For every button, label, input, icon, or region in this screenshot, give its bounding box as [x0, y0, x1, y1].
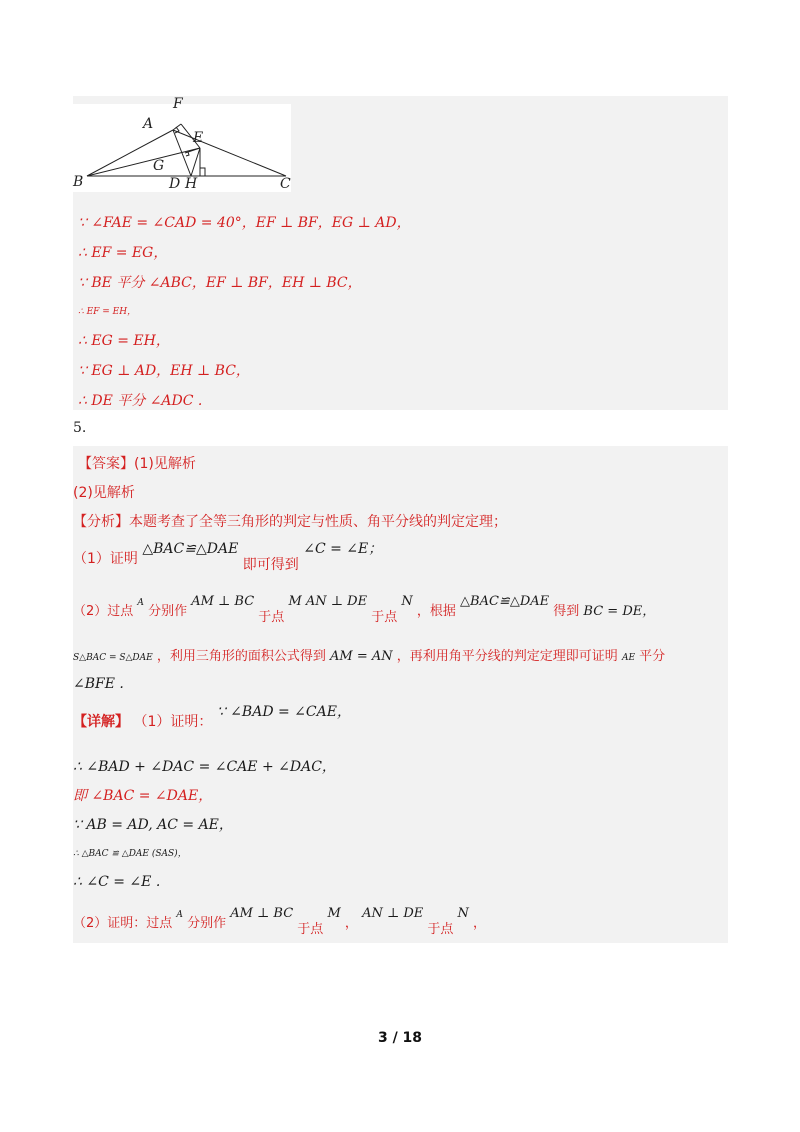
detail-p7-an: AN ⊥ DE	[362, 906, 424, 921]
detail-head: 【详解】	[73, 714, 129, 730]
proof-line-1: ∵ ∠FAE = ∠CAD = 40°，EF ⊥ BF，EG ⊥ AD，	[78, 215, 411, 231]
a3-ae: AE	[621, 653, 636, 663]
a2-am: AM ⊥ BC	[191, 594, 255, 609]
page-number: 3 / 18	[377, 1030, 423, 1046]
detail-line-7	[73, 906, 487, 937]
a1-mid: 即可得到	[242, 557, 299, 573]
detail-p7-N: N	[457, 906, 469, 921]
a3-eq: AM = AN	[330, 649, 393, 664]
detail-p1-label: （1）证明：	[133, 714, 213, 730]
triangle-diagram	[73, 104, 291, 192]
fig-label-g: G	[153, 158, 165, 174]
detail-p7-am: AM ⊥ BC	[230, 906, 294, 921]
proof-line-7: ∴ DE 平分 ∠ADC .	[78, 393, 203, 409]
fig-label-c: C	[280, 176, 291, 192]
detail-line-3	[73, 785, 212, 805]
a1-end: ∠C = ∠E；	[303, 541, 383, 557]
detail-p1-math: ∵ ∠BAD = ∠CAE，	[216, 704, 351, 720]
detail-p7-A: A	[176, 910, 183, 920]
a3-pf: 平分	[639, 649, 666, 664]
analysis-step-4: ∠BFE .	[73, 676, 124, 692]
detail-p7-end: ，	[473, 916, 487, 931]
a2-de: 得到	[553, 604, 580, 619]
fig-label-e: E	[193, 130, 204, 146]
detail-line-1	[73, 704, 351, 731]
a3-s: S△BAC = S△DAE	[73, 653, 153, 663]
question-number: 5.	[73, 420, 87, 436]
a3-text2: ，再利用角平分线的判定定理即可证明	[396, 649, 618, 664]
detail-p7-comma: ，	[344, 916, 358, 931]
detail-p7-pre: （2）证明：过点	[73, 916, 173, 931]
detail-p7-mid: 分别作	[187, 916, 227, 931]
proof-line-4: ∴ EF = EH，	[78, 307, 137, 317]
detail-line-6: ∴ ∠C = ∠E .	[73, 874, 161, 890]
a2-M: M	[288, 594, 302, 609]
detail-line-2: ∴ ∠BAD + ∠DAC = ∠CAE + ∠DAC，	[73, 759, 336, 775]
detail-p3: 即 ∠BAC = ∠DAE，	[73, 788, 213, 804]
a2-yu2: 于点	[371, 610, 398, 625]
a2-yu1: 于点	[258, 610, 285, 625]
a3-text: ，利用三角形的面积公式得到	[156, 649, 326, 664]
a1-cong: △BAC≌△DAE	[142, 541, 239, 557]
a2-gen: ，根据	[416, 604, 456, 619]
analysis-heading: 【分析】本题考查了全等三角形的判定与性质、角平分线的判定定理；	[73, 514, 507, 530]
a2-mid1: 分别作	[148, 604, 188, 619]
a1-pre: （1）证明	[73, 551, 138, 567]
proof-line-3: ∵ BE 平分 ∠ABC，EF ⊥ BF，EH ⊥ BC，	[78, 275, 362, 291]
fig-label-d: D	[169, 176, 181, 192]
geometry-figure	[73, 96, 291, 192]
a2-pre: （2）过点	[73, 604, 134, 619]
fig-label-f: F	[173, 96, 183, 112]
a2-A: A	[137, 598, 144, 608]
detail-p7-yu2: 于点	[427, 922, 454, 937]
analysis-step-3	[73, 645, 665, 664]
analysis-step-1	[73, 541, 383, 573]
detail-p4: ∵ AB = AD, AC = AE，	[73, 817, 233, 833]
fig-label-h: H	[185, 176, 198, 192]
a2-an: AN ⊥ DE	[305, 594, 368, 609]
a2-eq: BC = DE，	[583, 604, 656, 619]
detail-line-5: ∴ △BAC ≌ △DAE (SAS)，	[73, 849, 187, 859]
proof-line-5: ∴ EG = EH，	[78, 333, 170, 349]
answer-line-1: 【答案】(1)见解析	[78, 456, 196, 472]
fig-label-a: A	[143, 116, 154, 132]
a2-N: N	[401, 594, 413, 609]
detail-p7-yu1: 于点	[297, 922, 324, 937]
a2-cong: △BAC≌△DAE	[460, 594, 550, 609]
fig-label-b: B	[73, 174, 84, 190]
detail-line-4	[73, 814, 233, 834]
proof-line-2: ∴ EF = EG，	[78, 245, 168, 261]
analysis-step-2	[73, 594, 656, 625]
answer-line-2: (2)见解析	[73, 485, 135, 501]
detail-p7-M: M	[327, 906, 341, 921]
proof-line-6: ∵ EG ⊥ AD，EH ⊥ BC，	[78, 363, 250, 379]
